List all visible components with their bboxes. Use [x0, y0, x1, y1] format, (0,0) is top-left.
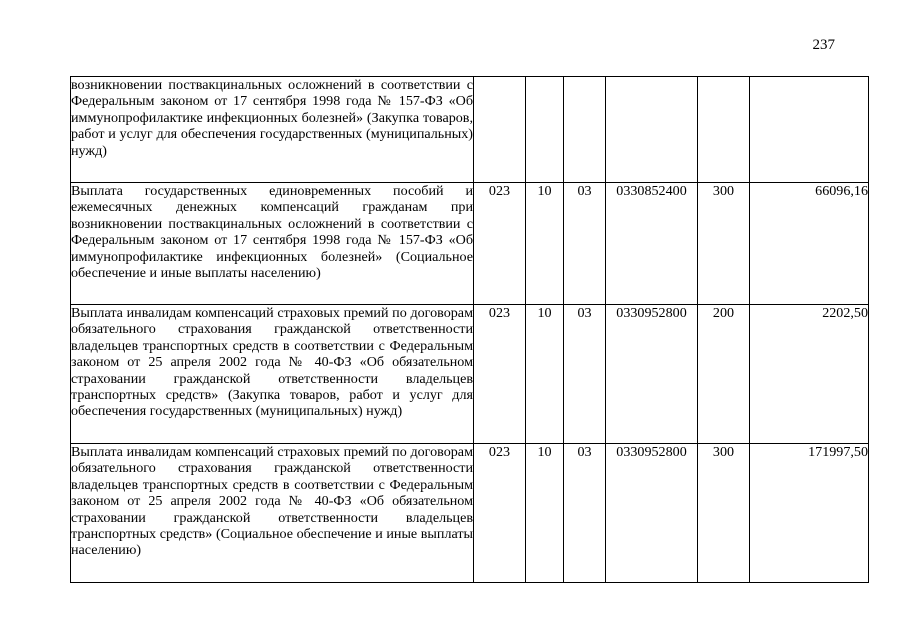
subsection-code-cell: 03: [564, 444, 606, 583]
subsection-code-cell: 03: [564, 305, 606, 444]
table-row: [71, 444, 869, 583]
page-number: 237: [812, 37, 835, 53]
section-code-cell: [526, 77, 564, 183]
subsection-code-cell: 03: [564, 183, 606, 305]
row-description: возникновении поствакцинальных осложнений в соответствии с Федеральным законом от 17 сентября 1998 года № 157-ФЗ «Об иммунопрофилактике инфекционных болезней» (Закупка товаров, работ и услуг для обеспечения государственных (муниципальных) нужд): [71, 77, 474, 183]
table-row: [71, 77, 869, 183]
amount-cell: 2202,50: [750, 305, 869, 444]
amount-cell: 66096,16: [750, 183, 869, 305]
table-row: [71, 305, 869, 444]
amount-cell: [750, 77, 869, 183]
budget-table: [70, 76, 869, 583]
target-article-cell: 0330952800: [606, 305, 698, 444]
expense-type-cell: 300: [698, 183, 750, 305]
row-description: Выплата инвалидам компенсаций страховых премий по договорам обязательного страхования гражданской ответственности владельцев транспортных средств в соответствии с Федеральным законом от 25 апреля 2002 года № 40-ФЗ «Об обязательном страховании гражданской ответственности владельцев транспортных средств» (Закупка товаров, работ и услуг для обеспечения государственных (муниципальных) нужд): [71, 305, 474, 444]
amount-cell: 171997,50: [750, 444, 869, 583]
grbs-code-cell: 023: [474, 183, 526, 305]
subsection-code-cell: [564, 77, 606, 183]
target-article-cell: 0330852400: [606, 183, 698, 305]
target-article-cell: 0330952800: [606, 444, 698, 583]
expense-type-cell: [698, 77, 750, 183]
section-code-cell: 10: [526, 183, 564, 305]
section-code-cell: 10: [526, 444, 564, 583]
row-description: Выплата государственных единовременных пособий и ежемесячных денежных компенсаций гражданам при возникновении поствакцинальных осложнений в соответствии с Федеральным законом от 17 сентября 1998 года № 157-ФЗ «Об иммунопрофилактике инфекционных болезней» (Социальное обеспечение и иные выплаты населению): [71, 183, 474, 305]
row-description: Выплата инвалидам компенсаций страховых премий по договорам обязательного страхования гражданской ответственности владельцев транспортных средств в соответствии с Федеральным законом от 25 апреля 2002 года № 40-ФЗ «Об обязательном страховании гражданской ответственности владельцев транспортных средств» (Социальное обеспечение и иные выплаты населению): [71, 444, 474, 583]
table-row: [71, 183, 869, 305]
expense-type-cell: 300: [698, 444, 750, 583]
grbs-code-cell: [474, 77, 526, 183]
section-code-cell: 10: [526, 305, 564, 444]
expense-type-cell: 200: [698, 305, 750, 444]
grbs-code-cell: 023: [474, 444, 526, 583]
grbs-code-cell: 023: [474, 305, 526, 444]
target-article-cell: [606, 77, 698, 183]
